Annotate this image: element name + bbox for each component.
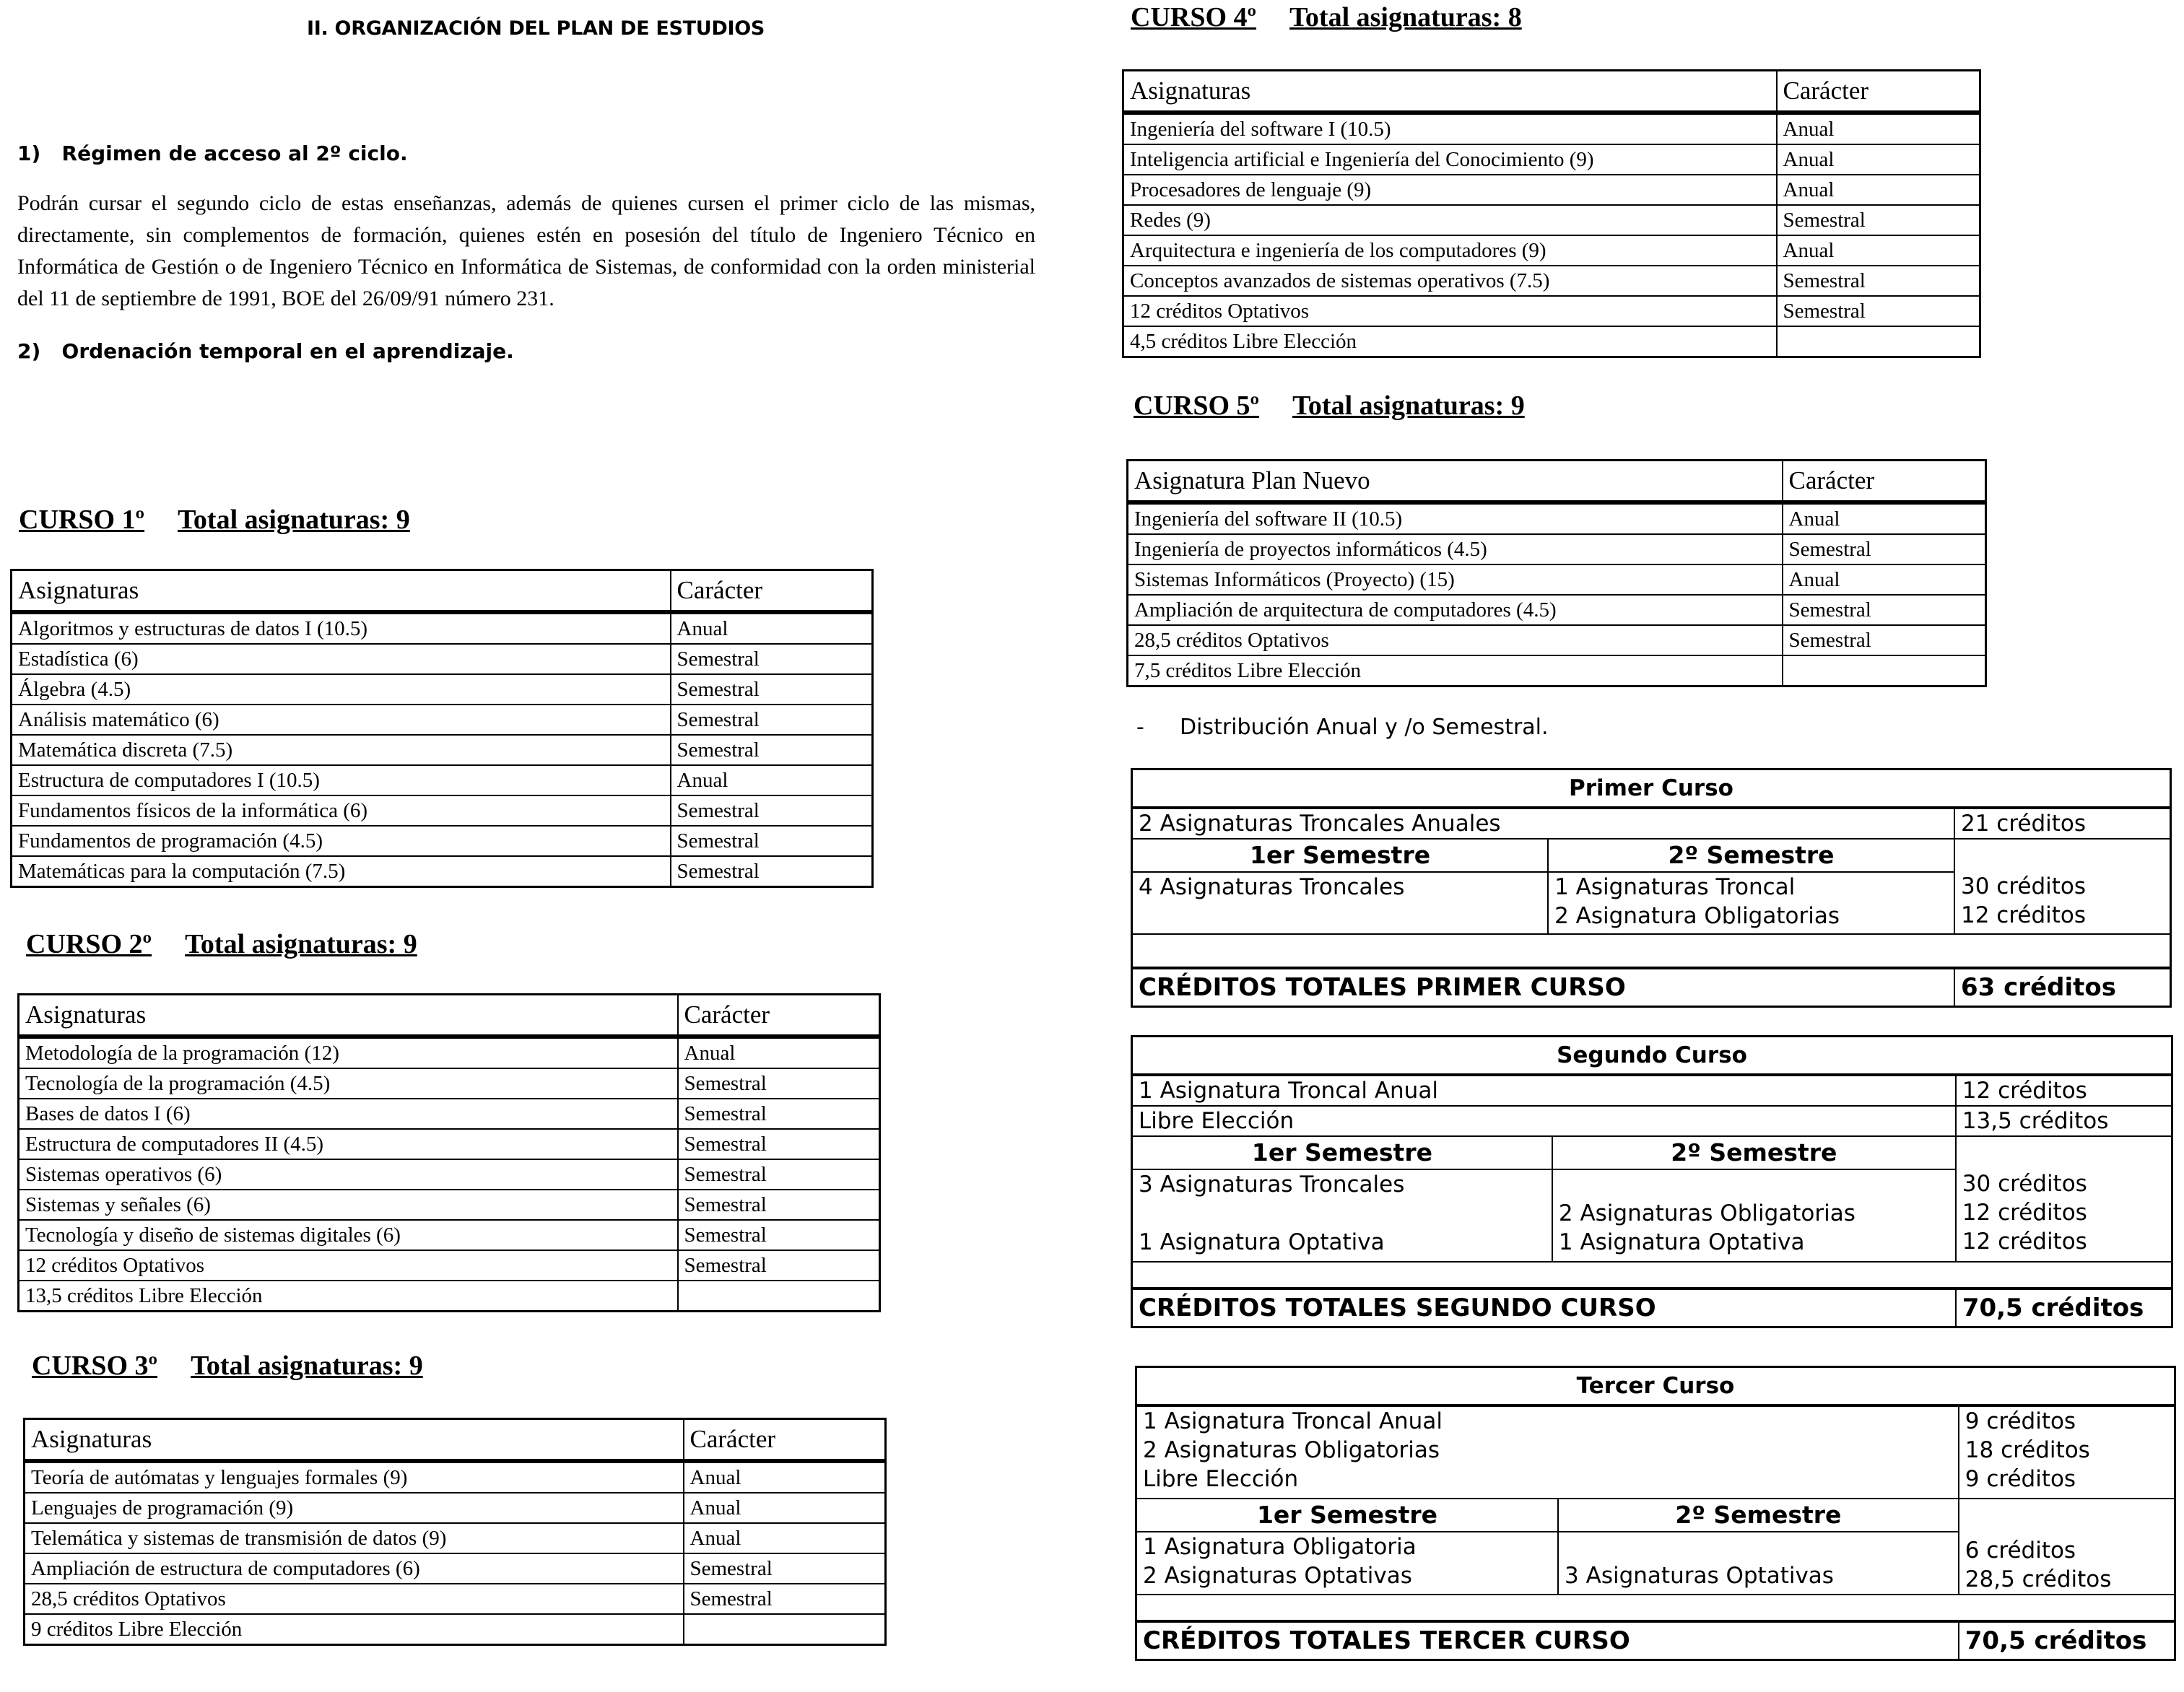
- course-5-name: CURSO 5º: [1134, 391, 1260, 421]
- tercer-a1-label: 1 Asignatura Troncal Anual: [1143, 1408, 1443, 1434]
- segundo-total-value: 70,5 créditos: [1956, 1288, 2172, 1327]
- subject-name: Ampliación de arquitectura de computadores (4.5): [1128, 595, 1783, 625]
- subject-character: Semestral: [671, 735, 873, 765]
- table-row: [19, 1190, 880, 1220]
- subject-character: Semestral: [678, 1190, 880, 1220]
- subject-name: Procesadores de lenguaje (9): [1123, 175, 1777, 205]
- course-1-table: [10, 569, 874, 888]
- subject-name: Estadística (6): [12, 644, 671, 674]
- subject-name: 13,5 créditos Libre Elección: [19, 1281, 678, 1312]
- subject-name: Teoría de autómatas y lenguajes formales (9): [25, 1461, 684, 1493]
- primer-sem2-header: 2º Semestre: [1548, 839, 1954, 872]
- table-row: [25, 1461, 886, 1493]
- subject-character: Semestral: [671, 795, 873, 826]
- tercer-total-value: 70,5 créditos: [1959, 1621, 2175, 1660]
- subject-name: Matemática discreta (7.5): [12, 735, 671, 765]
- segundo-sem1-header: 1er Semestre: [1132, 1136, 1552, 1169]
- course-5-table: [1126, 459, 1987, 687]
- segundo-creditos-col: [1956, 1169, 2172, 1262]
- subject-character: Anual: [671, 765, 873, 795]
- subject-name: Fundamentos físicos de la informática (6): [12, 795, 671, 826]
- course-4-total: Total asignaturas: 8: [1289, 2, 1522, 32]
- subject-name: Estructura de computadores I (10.5): [12, 765, 671, 795]
- course-4-header-row: [1123, 71, 1980, 113]
- column-header-caracter: Carácter: [671, 570, 873, 613]
- subject-name: Lenguajes de programación (9): [25, 1493, 684, 1523]
- subject-character: Anual: [1783, 502, 1986, 534]
- segundo-sem2-line2: 1 Asignatura Optativa: [1558, 1229, 1805, 1255]
- tercer-anual-creditos: [1959, 1405, 2175, 1499]
- section-1-paragraph: Podrán cursar el segundo ciclo de estas enseñanzas, además de quienes cursen el primer ciclo de las mismas, directamente, sin complementos de formación, quienes estén en posesión del título de Ingeniero Técnico en Informática de Gestión o de Ingeniero Técnico en Informática de Sistemas, de conformidad con la orden ministerial del 11 de septiembre de 1991, BOE del 26/09/91 número 231.: [17, 191, 1035, 310]
- course-3-total: Total asignaturas: 9: [191, 1351, 423, 1381]
- subject-name: Arquitectura e ingeniería de los computadores (9): [1123, 235, 1777, 266]
- subject-name: Estructura de computadores II (4.5): [19, 1129, 678, 1159]
- subject-name: 12 créditos Optativos: [1123, 296, 1777, 326]
- tercer-curso-title: Tercer Curso: [1136, 1367, 2175, 1406]
- table-row: [19, 1099, 880, 1129]
- subject-character: Semestral: [1777, 296, 1980, 326]
- subject-name: Tecnología de la programación (4.5): [19, 1068, 678, 1099]
- segundo-curso-title: Segundo Curso: [1132, 1037, 2172, 1076]
- tercer-sem1-header: 1er Semestre: [1136, 1499, 1559, 1532]
- table-row: [1123, 144, 1980, 175]
- primer-total-value: 63 créditos: [1954, 968, 2171, 1007]
- table-row: [1123, 175, 1980, 205]
- subject-name: Matemáticas para la computación (7.5): [12, 856, 671, 887]
- course-3-title: [32, 1350, 423, 1382]
- table-row: [1128, 502, 1986, 534]
- subject-name: Conceptos avanzados de sistemas operativos (7.5): [1123, 266, 1777, 296]
- course-5-header-row: [1128, 461, 1986, 503]
- course-4-title: [1131, 1, 1522, 33]
- subject-character: [684, 1614, 886, 1645]
- primer-curso-title: Primer Curso: [1132, 769, 2171, 808]
- distribution-label: Distribución Anual y /o Semestral.: [1180, 715, 1549, 740]
- column-header-asignaturas: Asignaturas: [25, 1419, 684, 1462]
- subject-name: 4,5 créditos Libre Elección: [1123, 326, 1777, 357]
- subject-name: Algoritmos y estructuras de datos I (10.5): [12, 612, 671, 644]
- segundo-sem1-line1: 3 Asignaturas Troncales: [1139, 1172, 1405, 1198]
- table-row: [19, 1220, 880, 1250]
- subject-character: [1783, 655, 1986, 686]
- subject-name: 12 créditos Optativos: [19, 1250, 678, 1281]
- primer-cred-1: 30 créditos: [1961, 873, 2087, 899]
- tercer-sem1-line2: 2 Asignaturas Optativas: [1143, 1563, 1412, 1589]
- subject-character: Anual: [1783, 564, 1986, 595]
- course-1-name: CURSO 1º: [19, 505, 145, 535]
- column-header-caracter: Carácter: [684, 1419, 886, 1462]
- segundo-total-label: CRÉDITOS TOTALES SEGUNDO CURSO: [1132, 1288, 1956, 1327]
- table-row: [25, 1523, 886, 1553]
- table-row: [12, 644, 873, 674]
- table-row: [1123, 326, 1980, 357]
- subject-character: Semestral: [1777, 205, 1980, 235]
- table-row: [25, 1614, 886, 1645]
- segundo-sem1-line2: 1 Asignatura Optativa: [1139, 1229, 1385, 1255]
- course-2-header-row: [19, 995, 880, 1037]
- primer-sem2-line2: 2 Asignatura Obligatorias: [1554, 903, 1840, 929]
- table-row: [1128, 534, 1986, 564]
- subject-character: [678, 1281, 880, 1312]
- segundo-sem2-content: [1552, 1169, 1956, 1262]
- column-header-caracter: Carácter: [1783, 461, 1986, 503]
- subject-character: Semestral: [678, 1159, 880, 1190]
- segundo-a2-label: Libre Elección: [1132, 1106, 1956, 1136]
- course-3-table: [23, 1418, 887, 1646]
- course-2-total: Total asignaturas: 9: [185, 929, 417, 959]
- table-row: [12, 856, 873, 887]
- course-3-header-row: [25, 1419, 886, 1462]
- table-row: [25, 1493, 886, 1523]
- column-header-caracter: Carácter: [678, 995, 880, 1037]
- course-5-total: Total asignaturas: 9: [1292, 391, 1525, 421]
- tercer-cred-1: 6 créditos: [1965, 1538, 2076, 1564]
- course-1-header-row: [12, 570, 873, 613]
- tercer-anual-labels: [1136, 1405, 1959, 1499]
- segundo-a1-creditos: 12 créditos: [1956, 1075, 2172, 1106]
- subject-name: 9 créditos Libre Elección: [25, 1614, 684, 1645]
- course-4-table: [1122, 69, 1981, 358]
- subject-name: Álgebra (4.5): [12, 674, 671, 705]
- subject-character: Semestral: [671, 674, 873, 705]
- subject-character: Semestral: [678, 1129, 880, 1159]
- table-row: [12, 705, 873, 735]
- table-row: [12, 612, 873, 644]
- table-row: [25, 1584, 886, 1614]
- subject-character: Semestral: [1777, 266, 1980, 296]
- segundo-curso-table: [1131, 1035, 2173, 1328]
- course-1-title: [19, 504, 410, 536]
- table-row: [12, 765, 873, 795]
- subject-character: Anual: [684, 1493, 886, 1523]
- subject-character: Anual: [1777, 235, 1980, 266]
- table-row: [19, 1068, 880, 1099]
- table-row: [1123, 113, 1980, 144]
- subject-character: Semestral: [678, 1220, 880, 1250]
- course-5-title: [1134, 390, 1525, 422]
- segundo-cred-1: 30 créditos: [1962, 1171, 2087, 1197]
- tercer-sem1-line1: 1 Asignatura Obligatoria: [1143, 1534, 1417, 1560]
- subject-character: Semestral: [684, 1584, 886, 1614]
- segundo-a1-label: 1 Asignatura Troncal Anual: [1132, 1075, 1956, 1106]
- document-title: II. ORGANIZACIÓN DEL PLAN DE ESTUDIOS: [307, 17, 765, 40]
- subject-name: Metodología de la programación (12): [19, 1037, 678, 1068]
- segundo-cred-3: 12 créditos: [1962, 1229, 2087, 1255]
- subject-name: 7,5 créditos Libre Elección: [1128, 655, 1783, 686]
- subject-character: Semestral: [671, 856, 873, 887]
- subject-name: Fundamentos de programación (4.5): [12, 826, 671, 856]
- tercer-a1-creditos: 9 créditos: [1965, 1408, 2076, 1434]
- tercer-a3-label: Libre Elección: [1143, 1466, 1299, 1492]
- tercer-a3-creditos: 9 créditos: [1965, 1466, 2076, 1492]
- course-2-table: [17, 993, 881, 1312]
- segundo-sem2-line1: 2 Asignaturas Obligatorias: [1558, 1200, 1855, 1226]
- subject-character: Anual: [1777, 144, 1980, 175]
- distribution-bullet: -: [1136, 715, 1144, 740]
- segundo-a2-creditos: 13,5 créditos: [1956, 1106, 2172, 1136]
- primer-sem1-content: 4 Asignaturas Troncales: [1132, 872, 1549, 934]
- primer-sem2-content: [1548, 872, 1954, 934]
- table-row: [12, 674, 873, 705]
- subject-character: Anual: [671, 612, 873, 644]
- tercer-sem1-content: [1136, 1532, 1559, 1595]
- primer-anual-creditos: 21 créditos: [1954, 808, 2171, 839]
- primer-cred-2: 12 créditos: [1961, 902, 2087, 928]
- table-row: [1128, 625, 1986, 655]
- table-row: [19, 1037, 880, 1068]
- section-2-heading: 2) Ordenación temporal en el aprendizaje.: [17, 339, 514, 363]
- subject-name: Inteligencia artificial e Ingeniería del Conocimiento (9): [1123, 144, 1777, 175]
- column-header-asignaturas: Asignaturas: [12, 570, 671, 613]
- column-header-asignaturas: Asignatura Plan Nuevo: [1128, 461, 1783, 503]
- course-2-title: [26, 928, 417, 960]
- segundo-sem1-content: [1132, 1169, 1552, 1262]
- table-row: [12, 795, 873, 826]
- table-row: [19, 1250, 880, 1281]
- subject-character: Anual: [1777, 175, 1980, 205]
- subject-character: Semestral: [671, 705, 873, 735]
- primer-total-label: CRÉDITOS TOTALES PRIMER CURSO: [1132, 968, 1955, 1007]
- table-row: [19, 1129, 880, 1159]
- table-row: [1128, 595, 1986, 625]
- table-row: [1123, 266, 1980, 296]
- subject-name: Redes (9): [1123, 205, 1777, 235]
- subject-character: Anual: [684, 1523, 886, 1553]
- subject-name: Bases de datos I (6): [19, 1099, 678, 1129]
- table-row: [12, 735, 873, 765]
- subject-character: Semestral: [678, 1250, 880, 1281]
- tercer-curso-table: [1135, 1366, 2176, 1661]
- subject-name: Tecnología y diseño de sistemas digitales (6): [19, 1220, 678, 1250]
- primer-sem2-line1: 1 Asignaturas Troncal: [1554, 874, 1796, 900]
- subject-name: 28,5 créditos Optativos: [25, 1584, 684, 1614]
- course-1-total: Total asignaturas: 9: [178, 505, 410, 535]
- primer-anual-label: 2 Asignaturas Troncales Anuales: [1132, 808, 1955, 839]
- primer-sem1-header: 1er Semestre: [1132, 839, 1549, 872]
- tercer-creditos-col: [1959, 1532, 2175, 1595]
- table-row: [1128, 564, 1986, 595]
- tercer-cred-2: 28,5 créditos: [1965, 1566, 2112, 1592]
- segundo-cred-2: 12 créditos: [1962, 1200, 2087, 1226]
- table-row: [1123, 235, 1980, 266]
- table-row: [19, 1159, 880, 1190]
- segundo-sem2-header: 2º Semestre: [1552, 1136, 1956, 1169]
- course-3-name: CURSO 3º: [32, 1351, 158, 1381]
- subject-character: Semestral: [671, 644, 873, 674]
- primer-curso-table: [1131, 768, 2172, 1008]
- table-row: [1123, 205, 1980, 235]
- table-row: [1123, 296, 1980, 326]
- subject-character: Semestral: [684, 1553, 886, 1584]
- tercer-sem2-header: 2º Semestre: [1558, 1499, 1959, 1532]
- subject-character: Semestral: [671, 826, 873, 856]
- subject-name: Ingeniería del software I (10.5): [1123, 113, 1777, 144]
- subject-character: [1777, 326, 1980, 357]
- subject-character: Semestral: [678, 1068, 880, 1099]
- subject-name: Ingeniería del software II (10.5): [1128, 502, 1783, 534]
- tercer-sem2-line1: 3 Asignaturas Optativas: [1565, 1563, 1834, 1589]
- subject-name: Ingeniería de proyectos informáticos (4.5): [1128, 534, 1783, 564]
- table-row: [19, 1281, 880, 1312]
- primer-creditos-col: [1954, 872, 2171, 934]
- subject-character: Semestral: [678, 1099, 880, 1129]
- section-1-heading: 1) Régimen de acceso al 2º ciclo.: [17, 141, 408, 165]
- subject-name: Telemática y sistemas de transmisión de datos (9): [25, 1523, 684, 1553]
- subject-character: Anual: [1777, 113, 1980, 144]
- table-row: [1128, 655, 1986, 686]
- subject-name: Análisis matemático (6): [12, 705, 671, 735]
- course-4-name: CURSO 4º: [1131, 2, 1257, 32]
- table-row: [25, 1553, 886, 1584]
- column-header-asignaturas: Asignaturas: [1123, 71, 1777, 113]
- subject-name: Ampliación de estructura de computadores (6): [25, 1553, 684, 1584]
- subject-name: 28,5 créditos Optativos: [1128, 625, 1783, 655]
- subject-character: Semestral: [1783, 625, 1986, 655]
- table-row: [12, 826, 873, 856]
- subject-name: Sistemas Informáticos (Proyecto) (15): [1128, 564, 1783, 595]
- subject-character: Semestral: [1783, 595, 1986, 625]
- subject-character: Anual: [678, 1037, 880, 1068]
- tercer-a2-creditos: 18 créditos: [1965, 1437, 2090, 1463]
- subject-name: Sistemas y señales (6): [19, 1190, 678, 1220]
- subject-name: Sistemas operativos (6): [19, 1159, 678, 1190]
- tercer-total-label: CRÉDITOS TOTALES TERCER CURSO: [1136, 1621, 1959, 1660]
- column-header-caracter: Carácter: [1777, 71, 1980, 113]
- column-header-asignaturas: Asignaturas: [19, 995, 678, 1037]
- course-2-name: CURSO 2º: [26, 929, 152, 959]
- tercer-sem2-content: [1558, 1532, 1959, 1595]
- subject-character: Semestral: [1783, 534, 1986, 564]
- subject-character: Anual: [684, 1461, 886, 1493]
- tercer-a2-label: 2 Asignaturas Obligatorias: [1143, 1437, 1440, 1463]
